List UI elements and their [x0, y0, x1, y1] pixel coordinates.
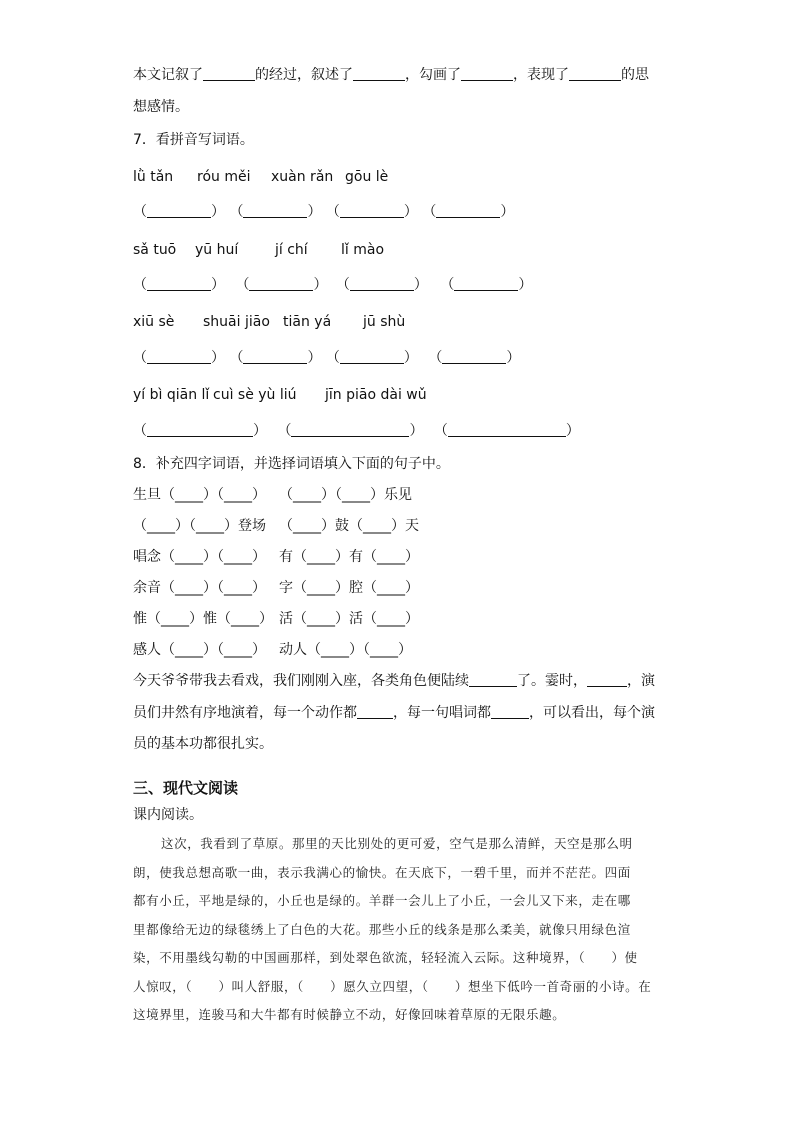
q7-pinyin-row-2: [133, 241, 384, 259]
idiom-blank[interactable]: 字（____）腔（____）: [279, 580, 419, 596]
answer-blank[interactable]: [569, 66, 621, 81]
answer-blank[interactable]: [357, 704, 393, 719]
pinyin: lǐ mào: [341, 242, 385, 258]
idiom-blank[interactable]: 惟（____）惟（____）: [133, 611, 273, 627]
idiom-blank[interactable]: 唱念（____）（____）: [133, 549, 266, 565]
pinyin: yí bì qiān lǐ: [133, 387, 210, 403]
text: ，勾画了: [405, 67, 461, 83]
passage-line: 里都像给无边的绿毯绣上了白色的大花。那些小丘的线条是那么柔美，就像只用绿色渲: [133, 921, 631, 937]
section-subheading: 课内阅读。: [133, 807, 203, 823]
q8-title: 8．补充四字词语，并选择词语填入下面的句子中。: [133, 456, 450, 472]
text: 员们井然有序地演着，每一个动作都: [133, 705, 357, 721]
pinyin: cuì sè yù liú: [213, 387, 297, 403]
pinyin: jū shù: [363, 314, 406, 330]
q8-row-2: [133, 517, 419, 535]
answer-box[interactable]: （ ）: [235, 277, 328, 293]
section-heading: 三、现代文阅读: [133, 779, 239, 797]
answer-box[interactable]: （ ）: [229, 350, 322, 366]
pinyin: tiān yá: [283, 314, 332, 330]
answer-box[interactable]: （ ）: [428, 350, 521, 366]
answer-box[interactable]: （ ）: [229, 204, 322, 220]
text: ，演: [627, 673, 655, 689]
answer-blank[interactable]: [353, 66, 405, 81]
answer-box[interactable]: （ ）: [325, 350, 418, 366]
q7-title: 7．看拼音写词语。: [133, 132, 254, 148]
q8-row-6: [133, 641, 412, 659]
q8-sentence-line1: [133, 672, 655, 690]
answer-box[interactable]: （ ）: [422, 204, 515, 220]
pinyin: jīn piāo dài wǔ: [325, 387, 427, 403]
q8-row-4: [133, 579, 419, 597]
answer-box[interactable]: （ ）: [440, 277, 533, 293]
answer-box[interactable]: （ ）: [133, 204, 225, 220]
q7-pinyin-row-1: [133, 168, 388, 186]
pinyin: gōu lè: [345, 169, 389, 185]
idiom-blank[interactable]: 余音（____）（____）: [133, 580, 266, 596]
q7-pinyin-row-3: [133, 313, 405, 331]
idiom-blank[interactable]: 活（____）活（____）: [279, 611, 419, 627]
pinyin: sǎ tuō: [133, 242, 177, 258]
q6-line1: [133, 66, 649, 84]
pinyin: yū huí: [195, 242, 239, 258]
q8-sentence-line3: 员的基本功都很扎实。: [133, 736, 273, 752]
answer-blank[interactable]: [461, 66, 513, 81]
answer-box[interactable]: （ ）: [277, 423, 424, 439]
text: 今天爷爷带我去看戏，我们刚刚入座，各类角色便陆续: [133, 673, 469, 689]
text: ，可以看出，每个演: [529, 705, 655, 721]
idiom-blank[interactable]: 动人（____）（____）: [279, 642, 412, 658]
answer-blank[interactable]: [587, 672, 627, 687]
q6-line2: 想感情。: [133, 99, 189, 115]
pinyin: róu měi: [197, 169, 251, 185]
text: 了。霎时，: [517, 673, 587, 689]
q7-answer-row-4: [133, 422, 580, 440]
q8-row-3: [133, 548, 419, 566]
q7-answer-row-2: [133, 276, 532, 294]
passage-line: 这境界里，连骏马和大牛都有时候静立不动，好像回味着草原的无限乐趣。: [133, 1007, 566, 1022]
text: 的思: [621, 67, 649, 83]
text: 本文记叙了: [133, 67, 203, 83]
q7-answer-row-1: [133, 203, 514, 221]
answer-blank[interactable]: [491, 704, 529, 719]
idiom-blank[interactable]: 感人（____）（____）: [133, 642, 266, 658]
pinyin: jí chí: [275, 242, 308, 258]
q8-sentence-line2: [133, 704, 655, 722]
answer-box[interactable]: （ ）: [325, 204, 418, 220]
pinyin: xiū sè: [133, 314, 175, 330]
reading-passage: [133, 830, 663, 1030]
idiom-blank[interactable]: 有（____）有（____）: [279, 549, 419, 565]
answer-box[interactable]: （ ）: [133, 277, 225, 293]
answer-box[interactable]: （ ）: [133, 423, 267, 439]
passage-line: 都有小丘，平地是绿的，小丘也是绿的。羊群一会儿上了小丘，一会儿又下来，走在哪: [133, 893, 631, 908]
pinyin: shuāi jiāo: [203, 314, 270, 330]
answer-blank[interactable]: [469, 672, 517, 687]
text: 的经过，叙述了: [255, 67, 353, 83]
answer-box[interactable]: （ ）: [133, 350, 225, 366]
idiom-blank[interactable]: （____）（____）乐见: [279, 487, 412, 503]
answer-blank[interactable]: [203, 66, 255, 81]
q8-row-5: [133, 610, 419, 628]
passage-line: 这次，我看到了草原。那里的天比别处的更可爱，空气是那么清鲜，天空是那么明: [161, 836, 633, 851]
answer-box[interactable]: （ ）: [433, 423, 580, 439]
q8-row-1: [133, 486, 412, 504]
answer-box[interactable]: （ ）: [335, 277, 428, 293]
passage-line: 人惊叹，（ ）叫人舒服，（ ）愿久立四望，（ ）想坐下低吟一首奇丽的小诗。在: [133, 978, 652, 994]
pinyin: xuàn rǎn: [271, 169, 334, 185]
idiom-blank[interactable]: 生旦（____）（____）: [133, 487, 266, 503]
idiom-blank[interactable]: （____）鼓（____）天: [279, 518, 419, 534]
q7-pinyin-row-4: [133, 386, 427, 404]
passage-line: 染，不用墨线勾勒的中国画那样，到处翠色欲流，轻轻流入云际。这种境界，（ ）使: [133, 950, 638, 965]
text: ，每一句唱词都: [393, 705, 491, 721]
passage-line: 朗，使我总想高歌一曲，表示我满心的愉快。在天底下，一碧千里，而并不茫茫。四面: [133, 864, 631, 880]
text: ，表现了: [513, 67, 569, 83]
idiom-blank[interactable]: （____）（____）登场: [133, 518, 266, 534]
pinyin: lǜ tǎn: [133, 169, 174, 185]
q7-answer-row-3: [133, 349, 520, 367]
